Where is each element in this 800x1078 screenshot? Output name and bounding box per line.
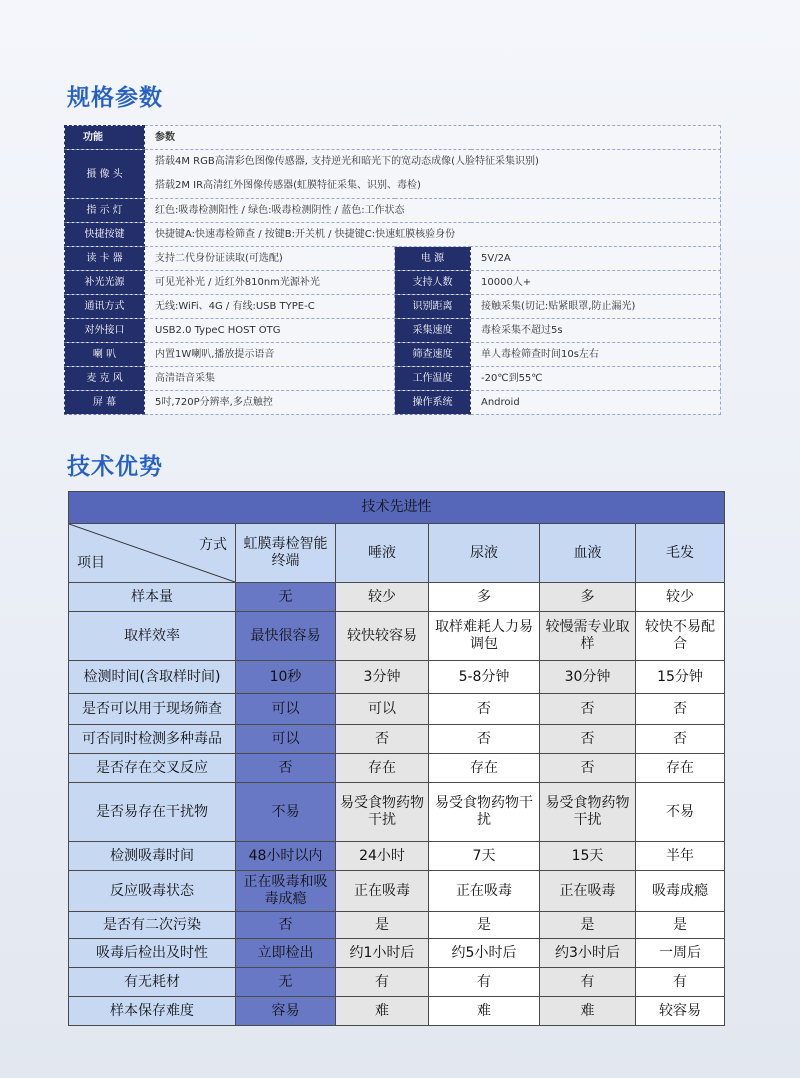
adv-cell: 立即检出: [236, 939, 336, 968]
adv-cell: 较少: [336, 583, 429, 612]
adv-cell: 存在: [429, 754, 540, 783]
adv-cell: 否: [540, 694, 636, 725]
adv-row-label: 是否可以用于现场筛查: [69, 694, 236, 725]
adv-corner-cell: [69, 524, 236, 583]
adv-cell: 有: [429, 968, 540, 997]
adv-cell: 不易: [636, 783, 725, 842]
spec-value: 5吋,720P分辨率,多点触控: [145, 391, 395, 415]
adv-cell: 5-8分钟: [429, 661, 540, 694]
adv-row: [69, 968, 725, 997]
adv-cell: 可以: [236, 725, 336, 754]
adv-row: [69, 661, 725, 694]
adv-cell: 无: [236, 583, 336, 612]
spec-value: 10000人+: [471, 271, 721, 295]
adv-row-label: 是否易存在干扰物: [69, 783, 236, 842]
adv-cell: 正在吸毒: [429, 871, 540, 912]
spec-value: 单人毒检筛查时间10s左右: [471, 343, 721, 367]
adv-cell: 有: [636, 968, 725, 997]
adv-cell: 可以: [236, 694, 336, 725]
spec-label: 识别距离: [395, 295, 471, 319]
adv-cell: 7天: [429, 842, 540, 871]
adv-row-label: 是否有二次污染: [69, 912, 236, 939]
adv-cell: 否: [636, 725, 725, 754]
adv-row-label: 取样效率: [69, 612, 236, 661]
adv-header-row: [69, 524, 725, 583]
spec-row: [65, 271, 721, 295]
spec-table: [64, 125, 721, 415]
adv-cell: 不易: [236, 783, 336, 842]
spec-label: 通讯方式: [65, 295, 145, 319]
adv-cell: 一周后: [636, 939, 725, 968]
adv-cell: 否: [236, 912, 336, 939]
adv-cell: 多: [540, 583, 636, 612]
adv-cell: 最快很容易: [236, 612, 336, 661]
adv-cell: 难: [429, 997, 540, 1026]
adv-cell: 无: [236, 968, 336, 997]
adv-cell: 否: [540, 725, 636, 754]
camera-line-2: 搭载2M IR高清红外图像传感器(虹膜特征采集、识别、毒检): [155, 180, 421, 191]
adv-row: [69, 912, 725, 939]
adv-cell: 难: [540, 997, 636, 1026]
adv-row-label: 检测吸毒时间: [69, 842, 236, 871]
adv-row: [69, 754, 725, 783]
adv-row-label: 样本保存难度: [69, 997, 236, 1026]
spec-value: 毒检采集不超过5s: [471, 319, 721, 343]
adv-cell: 是: [636, 912, 725, 939]
spec-label: 工作温度: [395, 367, 471, 391]
advantage-table: [68, 491, 725, 1026]
spec-label: 支持人数: [395, 271, 471, 295]
adv-row-label: 检测时间(含取样时间): [69, 661, 236, 694]
spec-row: [65, 247, 721, 271]
adv-cell: 否: [429, 725, 540, 754]
spec-row: [65, 367, 721, 391]
adv-cell: 否: [429, 694, 540, 725]
adv-cell: 正在吸毒和吸毒成瘾: [236, 871, 336, 912]
adv-caption: 技术先进性: [69, 492, 725, 524]
adv-col-header: 尿液: [429, 524, 540, 583]
spec-value: 红色:吸毒检测阳性 / 绿色:吸毒检测阴性 / 蓝色:工作状态: [145, 199, 721, 223]
corner-item-label: 项目: [77, 555, 105, 571]
camera-line-1: 搭载4M RGB高清彩色图像传感器, 支持逆光和暗光下的宽动态成像(人脸特征采集识别): [155, 156, 539, 167]
spec-value: 可见光补光 / 近红外810nm光源补光: [145, 271, 395, 295]
adv-row: [69, 997, 725, 1026]
adv-cell: 48小时以内: [236, 842, 336, 871]
spec-value: 高清语音采集: [145, 367, 395, 391]
adv-cell: 多: [429, 583, 540, 612]
adv-cell: 较快较容易: [336, 612, 429, 661]
adv-cell: 15分钟: [636, 661, 725, 694]
adv-cell: 存在: [636, 754, 725, 783]
adv-row: [69, 725, 725, 754]
adv-col-header: 毛发: [636, 524, 725, 583]
spec-section-title: 规格参数: [67, 85, 163, 111]
spec-label: 补光光源: [65, 271, 145, 295]
adv-cell: 否: [540, 754, 636, 783]
adv-cell: 存在: [336, 754, 429, 783]
adv-row: [69, 783, 725, 842]
spec-value: 支持二代身份证读取(可选配): [145, 247, 395, 271]
spec-label: 操作系统: [395, 391, 471, 415]
adv-cell: 10秒: [236, 661, 336, 694]
spec-row-camera: [65, 150, 721, 199]
adv-cell: 易受食物药物干扰: [429, 783, 540, 842]
adv-row-label: 反应吸毒状态: [69, 871, 236, 912]
spec-row: [65, 391, 721, 415]
adv-cell: 取样难耗人力易调包: [429, 612, 540, 661]
spec-label: 对外接口: [65, 319, 145, 343]
spec-value: 接触采集(切记:贴紧眼罩,防止漏光): [471, 295, 721, 319]
spec-value: 快捷键A:快速毒检筛查 / 按键B:开关机 / 快捷键C:快速虹膜核验身份: [145, 223, 721, 247]
spec-label: 喇 叭: [65, 343, 145, 367]
adv-cell: 较容易: [636, 997, 725, 1026]
adv-row: [69, 939, 725, 968]
adv-cell: 3分钟: [336, 661, 429, 694]
adv-cell: 约3小时后: [540, 939, 636, 968]
spec-header-param: 参数: [145, 126, 721, 150]
adv-section-title: 技术优势: [67, 454, 163, 480]
adv-cell: 较快不易配合: [636, 612, 725, 661]
adv-cell: 难: [336, 997, 429, 1026]
adv-cell: 易受食物药物干扰: [540, 783, 636, 842]
adv-cell: 正在吸毒: [540, 871, 636, 912]
spec-label: 麦 克 风: [65, 367, 145, 391]
adv-col-header: 虹膜毒检智能终端: [236, 524, 336, 583]
adv-row-label: 吸毒后检出及时性: [69, 939, 236, 968]
adv-cell: 容易: [236, 997, 336, 1026]
spec-row-shortcut: [65, 223, 721, 247]
spec-label: 指 示 灯: [65, 199, 145, 223]
spec-label: 摄 像 头: [65, 150, 145, 199]
adv-row: [69, 583, 725, 612]
spec-row: [65, 343, 721, 367]
spec-header-row: [65, 126, 721, 150]
spec-value: 无线:WiFi、4G / 有线:USB TYPE-C: [145, 295, 395, 319]
adv-row-label: 样本量: [69, 583, 236, 612]
adv-row: [69, 871, 725, 912]
adv-caption-row: [69, 492, 725, 524]
adv-cell: 正在吸毒: [336, 871, 429, 912]
spec-value: 5V/2A: [471, 247, 721, 271]
adv-row-label: 是否存在交叉反应: [69, 754, 236, 783]
adv-cell: 否: [236, 754, 336, 783]
adv-cell: 是: [336, 912, 429, 939]
adv-cell: 30分钟: [540, 661, 636, 694]
adv-col-header: 唾液: [336, 524, 429, 583]
spec-value: 内置1W喇叭,播放提示语音: [145, 343, 395, 367]
corner-way-label: 方式: [199, 537, 227, 553]
adv-row-label: 有无耗材: [69, 968, 236, 997]
adv-cell: 24小时: [336, 842, 429, 871]
adv-cell: 是: [540, 912, 636, 939]
adv-cell: 有: [540, 968, 636, 997]
adv-cell: 易受食物药物干扰: [336, 783, 429, 842]
spec-row: [65, 319, 721, 343]
adv-cell: 否: [636, 694, 725, 725]
spec-label: 采集速度: [395, 319, 471, 343]
adv-cell: 约5小时后: [429, 939, 540, 968]
adv-row-label: 可否同时检测多种毒品: [69, 725, 236, 754]
spec-label: 快捷按键: [65, 223, 145, 247]
spec-value: Android: [471, 391, 721, 415]
spec-label: 屏 幕: [65, 391, 145, 415]
spec-value: [145, 150, 721, 199]
spec-header-func: 功能: [65, 126, 145, 150]
adv-col-header: 血液: [540, 524, 636, 583]
adv-cell: 吸毒成瘾: [636, 871, 725, 912]
spec-value: -20℃到55℃: [471, 367, 721, 391]
spec-row-indicator: [65, 199, 721, 223]
adv-cell: 15天: [540, 842, 636, 871]
adv-cell: 半年: [636, 842, 725, 871]
spec-value: USB2.0 TypeC HOST OTG: [145, 319, 395, 343]
adv-cell: 是: [429, 912, 540, 939]
spec-label: 电 源: [395, 247, 471, 271]
adv-row: [69, 842, 725, 871]
adv-cell: 较少: [636, 583, 725, 612]
spec-label: 筛查速度: [395, 343, 471, 367]
adv-cell: 可以: [336, 694, 429, 725]
adv-cell: 约1小时后: [336, 939, 429, 968]
adv-cell: 较慢需专业取样: [540, 612, 636, 661]
adv-row: [69, 694, 725, 725]
adv-cell: 有: [336, 968, 429, 997]
spec-label: 读 卡 器: [65, 247, 145, 271]
spec-row: [65, 295, 721, 319]
adv-row: [69, 612, 725, 661]
adv-cell: 否: [336, 725, 429, 754]
